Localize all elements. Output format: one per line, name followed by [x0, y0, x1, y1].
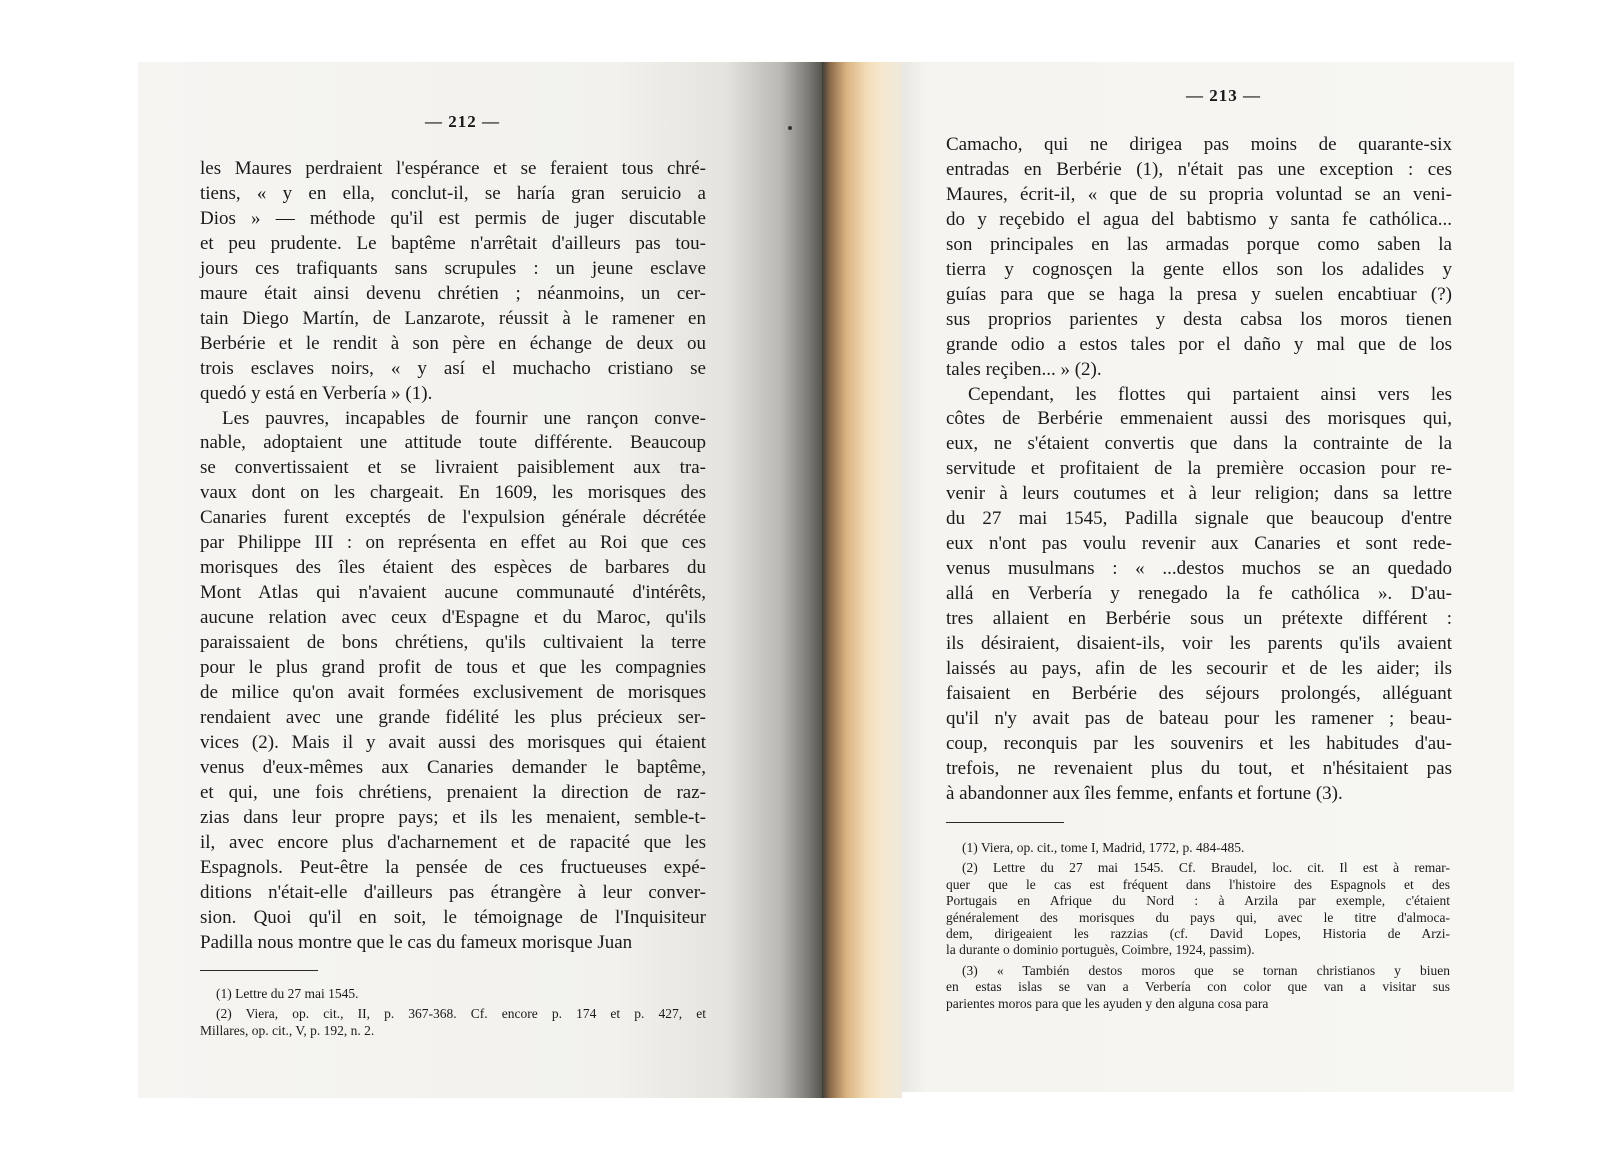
- text-line: Maures, écrit-il, « que de su propria voluntad se an veni-: [946, 183, 1452, 205]
- text-line: ditions n'était-elle d'ailleurs pas étrangère à leur conver-: [200, 881, 706, 903]
- page-number-left: — 212 —: [425, 112, 500, 131]
- text-line: paraissaient de bons chrétiens, qu'ils cultivaient la terre: [200, 632, 706, 654]
- text-line: faisaient en Berbérie des séjours prolongés, alléguant: [946, 682, 1452, 704]
- left-page-body-text: [200, 157, 706, 956]
- footnote-line: quer que le cas est fréquent dans l'histoire des Espagnols et des: [946, 876, 1450, 892]
- text-line: se convertissaient et se livraient paisiblement aux tra-: [200, 457, 706, 479]
- text-line: à abandonner aux îles femme, enfants et fortune (3).: [946, 782, 1343, 804]
- footnote-line: (2) Viera, op. cit., II, p. 367-368. Cf. encore p. 174 et p. 427, et: [216, 1006, 706, 1022]
- text-line: vices (2). Mais il y avait aussi des morisques qui étaient: [200, 731, 706, 753]
- text-line: Espagnols. Peut-être la pensée de ces fructueuses expé-: [200, 856, 706, 878]
- text-line: tierra y cognosçen la gente ellos son los adalides y: [946, 258, 1452, 280]
- text-line: aucune relation avec ceux d'Espagne et du Maroc, qu'ils: [200, 607, 706, 629]
- footnote-rule-right: [946, 822, 1064, 823]
- text-line: Canaries furent exceptés de l'expulsion générale décrétée: [200, 507, 706, 529]
- text-line: grande odio a estos tales por el daño y mal que de los: [946, 333, 1452, 355]
- book-gutter: [822, 62, 902, 1098]
- text-line: tres allaient en Berbérie sous un prétexte différent :: [946, 608, 1452, 630]
- footnote-line: la durante o dominio portuguès, Coimbre, 1924, passim).: [946, 942, 1255, 958]
- text-line: Les pauvres, incapables de fournir une rançon conve-: [222, 407, 706, 429]
- text-line: rendaient avec une grande fidélité les plus précieux ser-: [200, 706, 706, 728]
- text-line: vaux dont on les chargeait. En 1609, les morisques des: [200, 482, 706, 504]
- text-line: Camacho, qui ne dirigea pas moins de quarante-six: [946, 134, 1452, 155]
- text-line: venus d'eux-mêmes aux Canaries demander le baptême,: [200, 756, 706, 778]
- text-line: morisques des îles étaient des espèces de barbares du: [200, 557, 706, 579]
- right-page-footnotes: [946, 840, 1450, 1012]
- text-line: et qui, une fois chrétiens, prenaient la direction de raz-: [200, 781, 706, 803]
- text-line: laissés au pays, afin de les secourir et de les aider; ils: [946, 658, 1452, 680]
- text-line: ils désiraient, disaient-ils, voir les parents qu'ils avaient: [946, 633, 1452, 655]
- text-line: venus musulmans : « ...destos muchos se an quedado: [946, 558, 1452, 580]
- text-line: do y reçebido el agua del babtismo y santa fe cathólica...: [946, 208, 1452, 230]
- text-line: trois esclaves noirs, « y así el muchacho cristiano se: [200, 357, 706, 379]
- footnote-line: généralement des morisques du pays qui, avec le titre d'almoca-: [946, 909, 1450, 925]
- text-line: coup, reconquis par les souvenirs et les habitudes d'au-: [946, 732, 1452, 754]
- footnote-line: (2) Lettre du 27 mai 1545. Cf. Braudel, loc. cit. Il est à remar-: [962, 860, 1450, 876]
- left-page-footnotes: [200, 986, 706, 1039]
- footnote-line: (3) « También destos moros que se tornan christianos y biuen: [962, 962, 1450, 978]
- footnote-line: (1) Lettre du 27 mai 1545.: [216, 986, 359, 1001]
- text-line: maure était ainsi devenu chrétien ; néanmoins, un cer-: [200, 282, 706, 304]
- right-page-body-text: [946, 133, 1452, 807]
- text-line: guías para que se haga la presa y suelen encabtiuar (?): [946, 283, 1452, 305]
- text-line: zias dans leur propre pays; et ils les menaient, semble-t-: [200, 806, 706, 828]
- text-line: par Philippe III : on représenta en effet au Roi que ces: [200, 532, 706, 554]
- text-line: il, avec encore plus d'acharnement et de rapacité que les: [200, 831, 706, 853]
- footnote-line: Millares, op. cit., V, p. 192, n. 2.: [200, 1022, 375, 1038]
- text-line: Mont Atlas qui n'avaient aucune communauté d'intérêts,: [200, 582, 706, 604]
- text-line: eux, ne s'étaient convertis que dans la contrainte de la: [946, 433, 1452, 455]
- text-line: servitude et profitaient de la première occasion pour re-: [946, 458, 1452, 480]
- text-line: Berbérie et le rendit à son père en échange de deux ou: [200, 332, 706, 354]
- text-line: eux n'ont pas voulu revenir aux Canaries et sont rede-: [946, 533, 1452, 555]
- text-line: pour le plus grand profit de tous et que les compagnies: [200, 657, 706, 679]
- text-line: tiens, « y en ella, conclut-il, se haría gran seruicio a: [200, 182, 706, 204]
- text-line: entradas en Berbérie (1), n'était pas une exception : ces: [946, 158, 1452, 180]
- text-line: de milice qu'on avait formées exclusivement de morisques: [200, 682, 706, 704]
- text-line: sus proprios parientes y desta cabsa los moros tienen: [946, 308, 1452, 330]
- text-line: Dios » — méthode qu'il est permis de juger discutable: [200, 207, 706, 229]
- footnote-rule-left: [200, 970, 318, 971]
- scan-speck: [788, 126, 792, 130]
- text-line: venir à leurs coutumes et à leur religion; dans sa lettre: [946, 483, 1452, 505]
- text-line: qu'il n'y avait pas de bateau pour les ramener ; beau-: [946, 707, 1452, 729]
- footnote-line: Portugais en Afrique du Nord : à Arzila par exemple, c'étaient: [946, 893, 1450, 909]
- text-line: sion. Quoi qu'il en soit, le témoignage de l'Inquisiteur: [200, 906, 706, 928]
- footnote-line: (1) Viera, op. cit., tome I, Madrid, 1772, p. 484-485.: [962, 840, 1245, 855]
- text-line: trefois, ne revenaient plus du tout, et n'hésitaient pas: [946, 757, 1452, 779]
- text-line: du 27 mai 1545, Padilla signale que beaucoup d'entre: [946, 508, 1452, 530]
- text-line: allá en Verbería y renegado la fe cathólica ». D'au-: [946, 583, 1452, 605]
- footnote-line: en estas islas se van a Verbería con color que van a visitar sus: [946, 979, 1450, 995]
- text-line: son principales en las armadas porque como saben la: [946, 233, 1452, 255]
- text-line: tales reçiben... » (2).: [946, 358, 1102, 380]
- text-line: et peu prudente. Le baptême n'arrêtait d'ailleurs pas tou-: [200, 232, 706, 254]
- footnote-line: parientes moros para que les ayuden y den alguna cosa para: [946, 995, 1269, 1011]
- text-line: les Maures perdraient l'espérance et se feraient tous chré-: [200, 158, 706, 179]
- page-number-right: — 213 —: [1186, 86, 1261, 105]
- text-line: tain Diego Martín, de Lanzarote, réussit à le ramener en: [200, 307, 706, 329]
- text-line: quedó y está en Verbería » (1).: [200, 382, 433, 404]
- text-line: Padilla nous montre que le cas du fameux morisque Juan: [200, 931, 633, 953]
- text-line: jours ces trafiquants sans scrupules : un jeune esclave: [200, 257, 706, 279]
- text-line: nable, adoptaient une attitude toute différente. Beaucoup: [200, 432, 706, 454]
- text-line: Cependant, les flottes qui partaient ainsi vers les: [968, 383, 1452, 405]
- text-line: côtes de Berbérie emmenaient aussi des morisques qui,: [946, 408, 1452, 430]
- footnote-line: dem, dirigeaient les razzias (cf. David Lopes, Historia de Arzi-: [946, 926, 1450, 942]
